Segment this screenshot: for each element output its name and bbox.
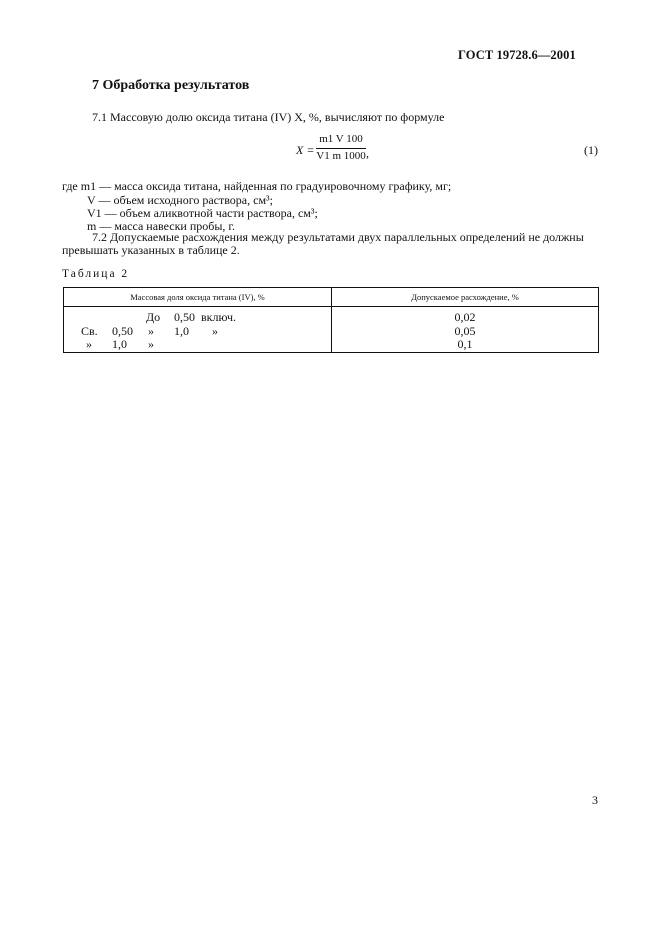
column-header-tolerance: Допускаемое расхождение, % [332,288,599,307]
table-row [64,338,599,352]
range-suffix: включ. [201,310,237,324]
section-heading: 7 Обработка результатов [92,78,250,93]
range-suffix: » [212,323,218,338]
table-row [64,325,599,339]
range-to: 1,0 [174,323,189,338]
formula-comma: , [366,146,369,160]
page-number: 3 [592,793,598,807]
range-from: 0,50 [112,323,133,338]
range-mid: До [146,310,161,324]
column-header-mass-fraction: Массовая доля оксида титана (IV), % [64,288,332,307]
tolerance-cell: 0,02 [332,307,599,325]
definition-m1: где m1 — масса оксида титана, найденная по градуировочному графику, мг; [62,179,452,193]
definition-v: V — объем исходного раствора, см³; [87,193,273,207]
document-standard-number: ГОСТ 19728.6—2001 [458,48,576,62]
range-from: 1,0 [112,337,127,351]
formula-lhs: X = [296,143,315,157]
mass-fraction-cell [64,307,332,325]
definition-m: m — масса навески пробы, г. [87,219,236,233]
tolerance-cell: 0,1 [332,338,599,352]
range-to: 0,50 [174,310,195,324]
formula-denominator: V1 m 1000 [316,150,366,162]
range-mid: » [148,337,154,351]
range-prefix: » [86,337,92,351]
range-prefix: Св. [81,323,98,338]
table-row [64,307,599,325]
paragraph-7-2-line1: 7.2 Допускаемые расхождения между результатами двух параллельных определений не должны [92,230,584,244]
tolerance-cell: 0,05 [332,325,599,339]
mass-fraction-cell [64,338,332,352]
paragraph-7-2-line2: превышать указанных в таблице 2. [62,243,240,257]
fraction-bar [316,148,366,149]
formula-numerator: m1 V 100 [319,133,363,145]
tolerance-table [63,287,599,353]
definition-v1: V1 — объем аликвотной части раствора, см³; [87,206,318,220]
table-header-row [64,288,599,307]
table-caption: Таблица 2 [62,268,130,280]
mass-fraction-cell [64,325,332,339]
formula-number: (1) [584,143,598,157]
range-mid: » [148,323,154,338]
formula-1 [296,133,416,167]
paragraph-7-1: 7.1 Массовую долю оксида титана (IV) X, %, вычисляют по формуле [92,110,445,124]
